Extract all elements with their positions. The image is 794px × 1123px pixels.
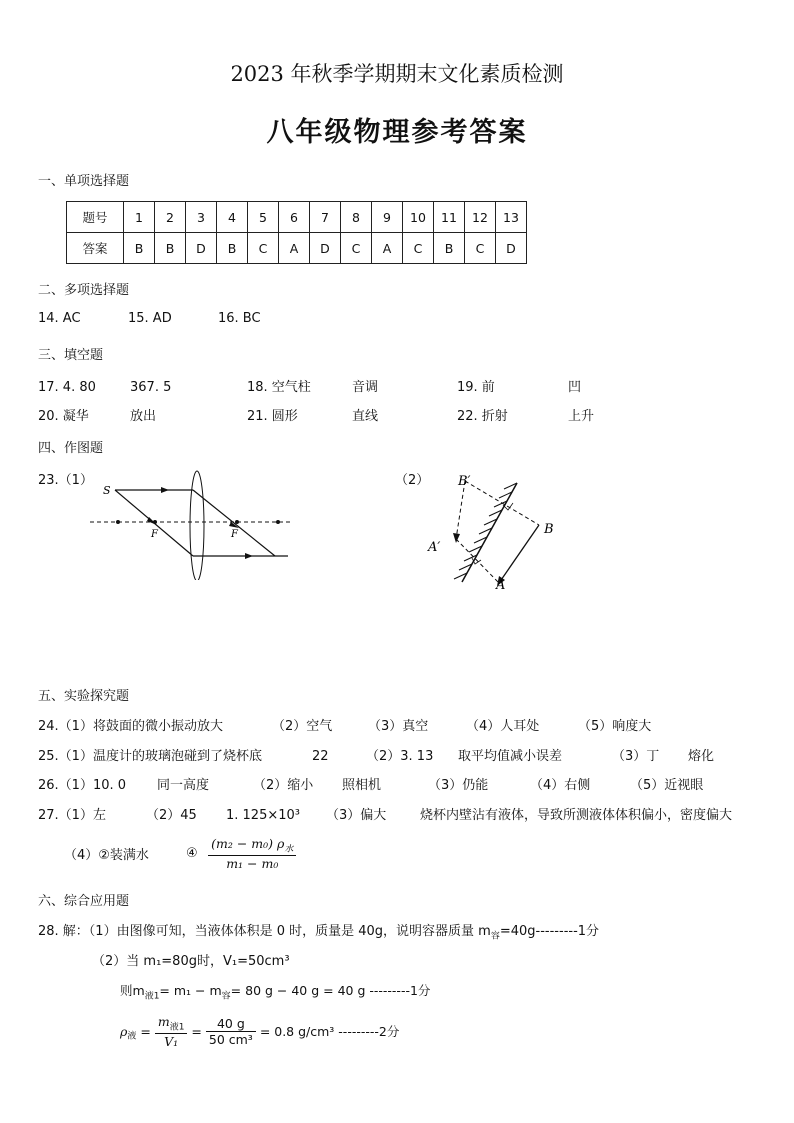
q27-row-2 [64,836,296,871]
q24-1: 24.（1）将鼓面的微小振动放大 [38,719,223,734]
calc-rho-sub: 液 [127,1031,137,1042]
table-header-cell: 题号 [67,202,124,233]
answer-15: 15. AD [128,311,172,326]
calc-l4-end: = 0.8 g/cm³ ---------2分 [259,1024,400,1040]
answer-20a: 20. 凝华 [38,409,89,424]
q26-2: 同一高度 [157,778,210,793]
q26-5: （3）仍能 [428,778,489,793]
label-f-left: F [151,529,158,540]
table-cell: 13 [496,202,527,233]
section-drawing: 四、作图题 [38,441,104,456]
q26-4: 照相机 [342,778,382,793]
table-cell: 5 [248,202,279,233]
table-cell: 12 [465,202,496,233]
q27-5: 烧杯内壁沾有液体，导致所测液体体积偏小，密度偏大 [420,808,733,823]
formula-rho-subscript: 水 [284,844,294,855]
calc-line-4: $\rho_液$ = $\frac{m_{液1}}{\text{V₁}}$ = $\frac{40 g}{\text{50 cm³}}$ = 0.8 g/cm³ ---------2分 [120,1014,400,1049]
q25-row [38,745,714,764]
section-calculation: 六、综合应用题 [38,894,130,909]
table-row-numbers [67,202,527,233]
calc-l1-text: 28. 解：（1）由图像可知，当液体体积是 0 时，质量是 40g，说明容器质量 m [38,924,491,939]
section-experiment: 五、实验探究题 [38,689,130,704]
calc-fraction-1 [155,1014,188,1049]
calc-l3-head: 则m [120,983,145,998]
answer-21b: 直线 [352,409,379,424]
table-cell: A [279,233,310,264]
table-cell: 4 [217,202,248,233]
q27-2: （2）45 [146,808,197,823]
q27-3: 1. 125×10³ [226,808,300,823]
q27-1: 27.（1）左 [38,808,106,823]
answer-18b: 音调 [352,380,379,395]
calc-rho: ρ [120,1023,128,1039]
fill-row-2 [38,405,594,424]
table-cell: 11 [434,202,465,233]
q25-5: （3）丁 [612,749,660,764]
calc-frac1-num-sub: 液1 [169,1022,185,1033]
calc-line-2: （2）当 m₁=80g时，V₁=50cm³ [92,954,290,969]
q24-5: （5）响度大 [578,719,652,734]
table-cell: 3 [186,202,217,233]
q26-7: （5）近视眼 [630,778,704,793]
table-cell: 2 [155,202,186,233]
table-cell: 1 [124,202,155,233]
q27-4: （3）偏大 [326,808,387,823]
label-b: B [544,522,554,537]
q24-3: （3）真空 [368,719,429,734]
table-cell: C [403,233,434,264]
calc-l3-sub2: 容 [221,991,231,1002]
exam-title: 2023 年秋季学期期末文化素质检测 [230,62,564,86]
calc-l3-end: = 80 g − 40 g = 40 g ---------1分 [230,983,431,998]
table-cell: 8 [341,202,372,233]
label-s: S [103,484,111,497]
table-cell: B [124,233,155,264]
calc-frac2-num: 40 g [206,1016,256,1032]
convex-lens-diagram [85,470,305,580]
formula-numerator: (m₂ − m₀) ρ [211,836,285,851]
q25-1: 25.（1）温度计的玻璃泡碰到了烧杯底 [38,749,262,764]
section-single-choice: 一、单项选择题 [38,174,130,189]
answer-16: 16. BC [218,311,261,326]
q23-part1-label: 23.（1） [38,473,93,488]
calc-l3-tail: = m₁ − m [159,983,222,998]
answer-22b: 上升 [568,409,595,424]
table-cell: B [155,233,186,264]
fill-row-1 [38,376,581,395]
q26-3: （2）缩小 [253,778,314,793]
table-cell: 10 [403,202,434,233]
q24-4: （4）人耳处 [466,719,540,734]
label-a: A [496,578,506,593]
answer-18a: 18. 空气柱 [247,380,311,395]
calc-frac1-den: V₁ [164,1033,179,1049]
calc-line-1 [38,920,599,942]
answer-14: 14. AC [38,311,81,326]
label-b-prime: B′ [458,474,471,489]
table-cell: B [434,233,465,264]
table-cell: C [465,233,496,264]
density-formula [208,836,296,871]
q27-row [38,804,732,823]
q24-row [38,715,651,734]
table-cell: 6 [279,202,310,233]
formula-denominator: m₁ − m₀ [226,855,279,871]
table-cell: C [341,233,372,264]
answer-key-title: 八年级物理参考答案 [266,117,528,148]
q26-6: （4）右侧 [530,778,591,793]
label-a-prime: A′ [428,540,441,555]
table-row-answers [67,233,527,264]
q25-2: 22 [312,749,329,764]
q23-part2-label: （2） [395,473,430,488]
table-header-cell: 答案 [67,233,124,264]
answer-19a: 19. 前 [457,380,495,395]
table-cell: 9 [372,202,403,233]
multi-answers [38,311,261,326]
answer-table [66,201,527,264]
calc-l1-tail: =40g---------1分 [499,924,600,939]
answer-21a: 21. 圆形 [247,409,298,424]
label-f-right: F [231,529,238,540]
calc-frac1-num: m [157,1014,170,1029]
answer-20b: 放出 [130,409,157,424]
calc-fraction-2 [206,1016,256,1047]
section-fill-blank: 三、填空题 [38,348,104,363]
q25-4: 取平均值减小误差 [458,749,563,764]
q24-2: （2）空气 [272,719,333,734]
q26-row [38,774,703,793]
answer-22a: 22. 折射 [457,409,508,424]
calc-frac2-den: 50 cm³ [208,1031,253,1047]
table-cell: B [217,233,248,264]
table-cell: D [496,233,527,264]
table-cell: D [186,233,217,264]
answer-17a: 17. 4. 80 [38,380,96,395]
table-cell: A [372,233,403,264]
q27-7: ④ [186,845,198,861]
table-cell: D [310,233,341,264]
calc-l1-sub: 容 [490,931,500,942]
table-cell: 7 [310,202,341,233]
calc-line-3 [120,981,430,1002]
section-multi-choice: 二、多项选择题 [38,283,130,298]
calc-l3-sub: 液1 [144,991,160,1002]
q26-1: 26.（1）10. 0 [38,778,127,793]
q27-6: （4）②装满水 [64,847,149,863]
q25-6: 熔化 [688,749,715,764]
table-cell: C [248,233,279,264]
plane-mirror-diagram [420,465,570,595]
answer-19b: 凹 [568,380,582,395]
q25-3: （2）3. 13 [366,749,434,764]
answer-17b: 367. 5 [130,380,172,395]
